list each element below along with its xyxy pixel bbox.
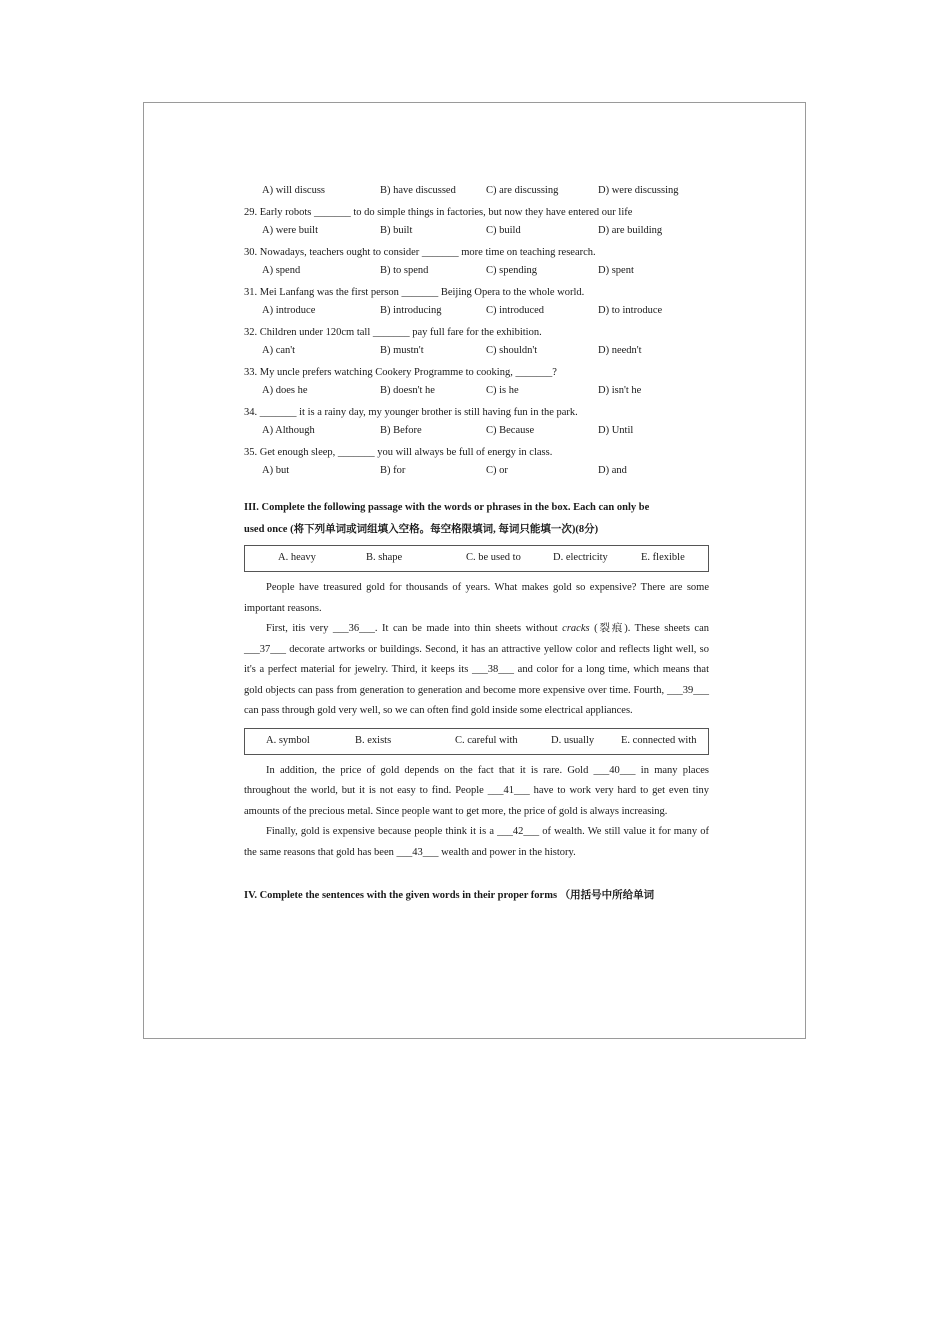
- option-b: B) doesn't he: [380, 385, 435, 396]
- option-d: D) needn't: [598, 345, 642, 356]
- option-c: C) Because: [486, 425, 535, 436]
- option-b: B) built: [380, 225, 413, 236]
- section-3-title-line1: III. Complete the following passage with the words or phrases in the box. Each can only be: [244, 502, 650, 513]
- q28-options: [244, 183, 709, 203]
- option-a: A) introduce: [262, 305, 316, 316]
- word-option: C. be used to: [466, 552, 521, 563]
- question-32-options: [244, 343, 709, 363]
- word-option: E. flexible: [641, 552, 685, 563]
- option-d: D) are building: [598, 225, 663, 236]
- word-box-1: [244, 545, 709, 572]
- question-33-stem: 33. My uncle prefers watching Cookery Programme to cooking, _______?: [244, 367, 557, 378]
- option-b: B) Before: [380, 425, 422, 436]
- question-34-stem: 34. _______ it is a rainy day, my younger brother is still having fun in the park.: [244, 407, 578, 418]
- word-option: D. usually: [551, 734, 595, 746]
- word-box-2: [244, 728, 709, 755]
- worksheet-page: [143, 102, 806, 1039]
- option-d: D) spent: [598, 265, 634, 276]
- word-option: B. exists: [355, 734, 392, 746]
- question-29-options: [244, 223, 709, 243]
- option-b: B) for: [380, 465, 406, 476]
- question-34-options: [244, 423, 709, 443]
- paragraph-2-part-a: First, itis very ___36___. It can be made into thin sheets without: [266, 623, 563, 634]
- option-c: C) or: [486, 465, 508, 476]
- question-30-options: [244, 263, 709, 283]
- option-b: B) to spend: [380, 265, 429, 276]
- question-30-stem: 30. Nowadays, teachers ought to consider _______ more time on teaching research.: [244, 247, 596, 258]
- option-d: D) and: [598, 465, 627, 476]
- question-33-options: [244, 383, 709, 403]
- option-a: A) but: [262, 465, 290, 476]
- word-option: E. connected with: [621, 734, 697, 746]
- option-c: C) build: [486, 225, 521, 236]
- option-a: A) will discuss: [262, 185, 325, 196]
- section-3-title: [244, 497, 709, 541]
- option-c: C) are discussing: [486, 185, 559, 196]
- question-29-stem: 29. Early robots _______ to do simple things in factories, but now they have entered our life: [244, 207, 633, 218]
- italic-word-cracks: cracks: [562, 623, 590, 634]
- word-option: A. heavy: [278, 552, 316, 563]
- option-c: C) shouldn't: [486, 345, 538, 356]
- question-32-stem: 32. Children under 120cm tall _______ pay full fare for the exhibition.: [244, 327, 542, 338]
- passage-paragraph-2: [244, 619, 709, 722]
- option-a: A) can't: [262, 345, 296, 356]
- option-a: A) were built: [262, 225, 318, 236]
- option-c: C) is he: [486, 385, 519, 396]
- option-b: B) introducing: [380, 305, 442, 316]
- passage-paragraph-4: Finally, gold is expensive because people think it is a ___42___ of wealth. We still value it for many of the same reasons that gold has been ___43___ wealth and power in the history.: [244, 826, 709, 858]
- section-4-title: IV. Complete the sentences with the given words in their proper forms （用括号中所给单词: [244, 890, 655, 901]
- word-option: C. careful with: [455, 734, 518, 746]
- question-31-options: [244, 303, 709, 323]
- word-option: D. electricity: [553, 552, 608, 563]
- option-a: A) Although: [262, 425, 315, 436]
- option-a: A) does he: [262, 385, 308, 396]
- option-b: B) have discussed: [380, 185, 456, 196]
- page-content: [244, 183, 709, 907]
- option-b: B) mustn't: [380, 345, 424, 356]
- option-a: A) spend: [262, 265, 301, 276]
- question-35-options: [244, 463, 709, 483]
- option-d: D) to introduce: [598, 305, 663, 316]
- word-option: B. shape: [366, 552, 403, 563]
- paragraph-2-part-b: (裂痕). These sheets can ___37___ decorate artworks or buildings. Second, it has an attractive yellow color and reflects light well, so it's a perfect material for jewelry. Third, it keeps its ___38___ and color for a long time, which means that gold objects can pass from generation to generation and become more expensive over time. Fourth, ___39___ can pass through gold very well, so we can often find gold inside some electrical appliances.: [244, 623, 709, 716]
- passage-paragraph-1: People have treasured gold for thousands of years. What makes gold so expensive? There are some important reasons.: [244, 582, 709, 614]
- question-31-stem: 31. Mei Lanfang was the first person _______ Beijing Opera to the whole world.: [244, 287, 585, 298]
- option-d: D) isn't he: [598, 385, 642, 396]
- option-d: D) were discussing: [598, 185, 679, 196]
- option-d: D) Until: [598, 425, 634, 436]
- option-c: C) spending: [486, 265, 538, 276]
- option-c: C) introduced: [486, 305, 545, 316]
- passage-paragraph-3: In addition, the price of gold depends on the fact that it is rare. Gold ___40___ in many places throughout the world, but it is not easy to find. People ___41___ have to work very hard to get even tiny amounts of the precious metal. Since people want to get more, the price of gold is always increasing.: [244, 764, 709, 817]
- question-35-stem: 35. Get enough sleep, _______ you will always be full of energy in class.: [244, 447, 553, 458]
- word-option: A. symbol: [266, 734, 310, 746]
- section-3-title-line2: used once (将下列单词或词组填入空格。每空格限填词, 每词只能填一次)(8分): [244, 524, 599, 535]
